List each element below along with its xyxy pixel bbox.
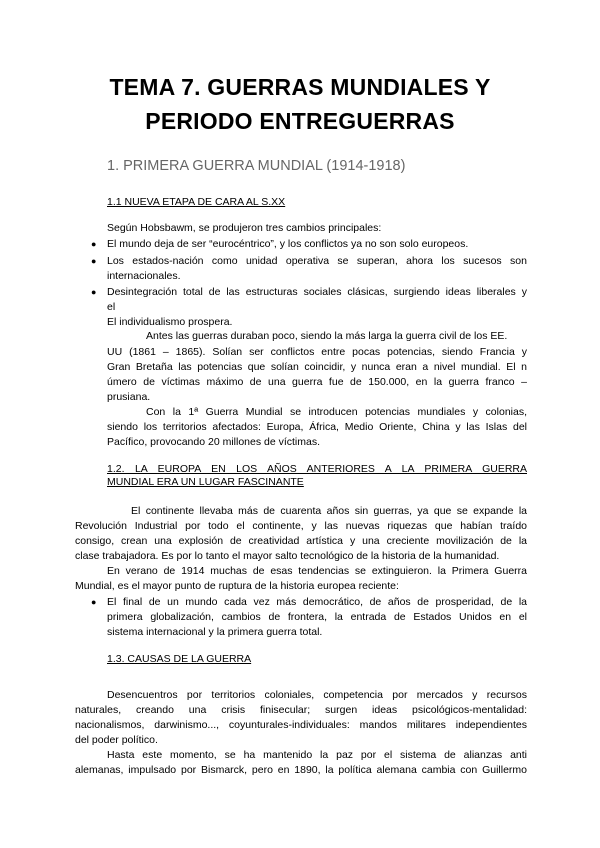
page-title-line-1: TEMA 7. GUERRAS MUNDIALES Y bbox=[109, 74, 491, 100]
bullet-item-cont: el bbox=[107, 301, 116, 313]
paragraph-line: nacionalismos, darwinismo..., coyunturales-individuales: mandos militares independientes bbox=[75, 719, 527, 731]
bullet-item: El mundo deja de ser “eurocéntrico”, y los conflictos ya no son solo europeos. bbox=[107, 238, 469, 250]
bullet-icon: ● bbox=[91, 597, 97, 607]
paragraph-line: Revolución Industrial por todo el continente, y las nuevas riquezas que habían traído bbox=[75, 520, 527, 532]
paragraph-line: Mundial, es el mayor punto de ruptura de la historia europea reciente: bbox=[75, 580, 399, 592]
paragraph-line: En verano de 1914 muchas de esas tendencias se extinguieron. la Primera Guerra bbox=[107, 565, 527, 577]
paragraph-line: Pacífico, provocando 20 millones de víctimas. bbox=[107, 436, 321, 448]
bullet-icon: ● bbox=[91, 287, 97, 297]
paragraph-line: El individualismo prospera. bbox=[107, 316, 233, 328]
paragraph-line: alemanas, impulsado por Bismarck, pero en 1890, la política alemana cambia con Guillermo bbox=[75, 764, 527, 776]
paragraph-line: Gran Bretaña las potencias que solían coincidir, y nunca eran a nivel mundial. El n bbox=[107, 361, 527, 373]
subsection-heading-1-1: 1.1 NUEVA ETAPA DE CARA AL S.XX bbox=[107, 196, 286, 208]
paragraph-line: El continente llevaba más de cuarenta años sin guerras, ya que se expande la bbox=[131, 505, 527, 517]
subsection-heading-1-2: 1.2. LA EUROPA EN LOS AÑOS ANTERIORES A LA PRIMERA GUERRA bbox=[107, 463, 527, 475]
bullet-item: Desintegración total de las estructuras sociales clásicas, surgiendo ideas liberales y bbox=[107, 286, 527, 298]
bullet-icon: ● bbox=[91, 256, 97, 266]
paragraph-line: Desencuentros por territorios coloniales, competencia por mercados y recursos bbox=[107, 689, 527, 701]
bullet-icon: ● bbox=[91, 239, 97, 249]
paragraph-line: úmero de víctimas máximo de una guerra fue de 150.000, en la guerra franco – bbox=[107, 376, 527, 388]
bullet-item-cont: sistema internacional y la primera guerra total. bbox=[107, 626, 323, 638]
bullet-item: El final de un mundo cada vez más democrático, de años de prosperidad, de la bbox=[107, 596, 527, 608]
subsection-heading-1-3: 1.3. CAUSAS DE LA GUERRA bbox=[107, 653, 252, 665]
paragraph-line: Con la 1ª Guerra Mundial se introducen potencias mundiales y colonias, bbox=[146, 406, 527, 418]
paragraph-line: siendo los territorios afectados: Europa, África, Medio Oriente, China y las Islas del bbox=[107, 421, 527, 433]
paragraph-line: Según Hobsbawm, se produjeron tres cambios principales: bbox=[107, 222, 382, 234]
paragraph-line: prusiana. bbox=[107, 391, 151, 403]
bullet-item-cont: primera globalización, cambios de frontera, la entrada de Estados Unidos en el bbox=[107, 611, 527, 623]
subsection-heading-1-2-cont: MUNDIAL ERA UN LUGAR FASCINANTE bbox=[107, 476, 304, 488]
paragraph-line: clase trabajadora. Es por lo tanto el mayor salto tecnológico de la historia de la humanidad. bbox=[75, 550, 500, 562]
paragraph-line: UU (1861 – 1865). Solían ser conflictos entre pocas potencias, siendo Francia y bbox=[107, 346, 527, 358]
page-title-line-2: PERIODO ENTREGUERRAS bbox=[145, 108, 455, 134]
paragraph-line: consigo, crean una explosión de creatividad artística y una creciente movilización de la bbox=[75, 535, 527, 547]
paragraph-line: Antes las guerras duraban poco, siendo la más larga la guerra civil de los EE. bbox=[146, 330, 508, 342]
bullet-item: Los estados-nación como unidad operativa se superan, ahora los sucesos son bbox=[107, 255, 527, 267]
section-heading-1: 1. PRIMERA GUERRA MUNDIAL (1914-1918) bbox=[107, 158, 406, 174]
paragraph-line: Hasta este momento, se ha mantenido la paz por el sistema de alianzas anti bbox=[107, 749, 527, 761]
bullet-item-cont: internacionales. bbox=[107, 270, 181, 282]
paragraph-line: naturales, creando una crisis finisecular; surgen ideas psicológicos-mentalidad: bbox=[75, 704, 527, 716]
paragraph-line: del poder político. bbox=[75, 734, 158, 746]
